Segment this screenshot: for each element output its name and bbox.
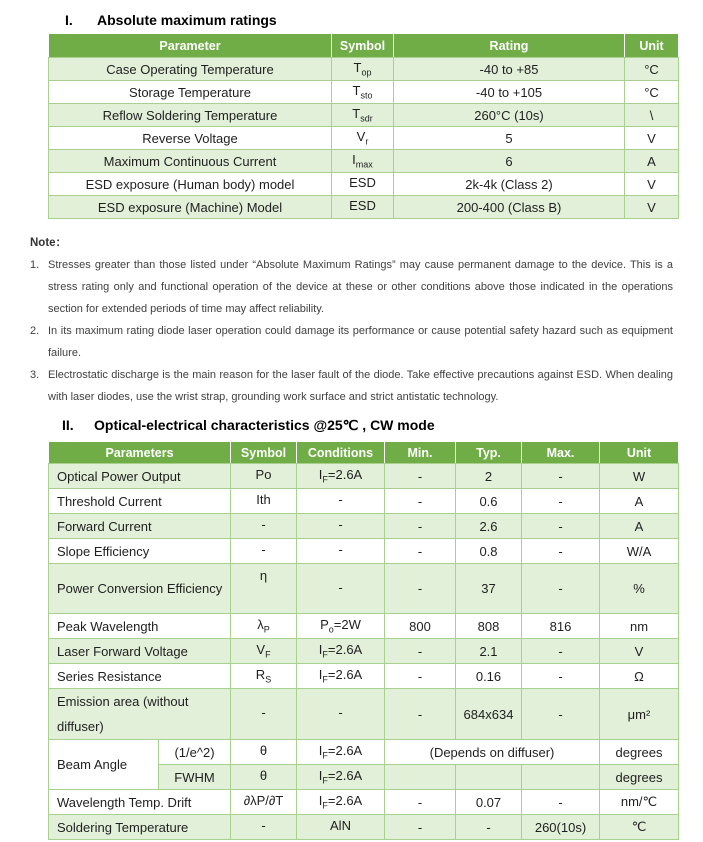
section-1-heading bbox=[0, 12, 703, 28]
t2-depends-cell: (Depends on diffuser) bbox=[385, 740, 600, 765]
t2-conditions-cell: - bbox=[297, 689, 385, 740]
table-row bbox=[49, 104, 679, 127]
table-row bbox=[49, 127, 679, 150]
t1-rating-cell: 200-400 (Class B) bbox=[394, 196, 625, 219]
table-row bbox=[49, 539, 679, 564]
t2-conditions-cell: $I_F=2.6A$ bbox=[297, 664, 385, 689]
table-row bbox=[49, 664, 679, 689]
note-text: Electrostatic discharge is the main reason for the laser fault of the diode. Take effective precautions against ESD. When dealing with laser diodes, use the wrist strap, grounding work surface and strict antistatic technology. bbox=[48, 369, 673, 403]
t2-unit-cell: W bbox=[600, 464, 679, 489]
note-text: Stresses greater than those listed under “Absolute Maximum Ratings” may cause permanent damage to the device. This is a stress rating only and functional operation of the device at these or other conditions above those indicated in the operations section for extended periods of time may affect reliability. bbox=[48, 259, 673, 315]
t2-max-cell bbox=[522, 765, 600, 790]
section-2-title: Optical-electrical characteristics @25℃ , CW mode bbox=[94, 417, 435, 433]
t2-symbol-cell: - bbox=[231, 689, 297, 740]
t2-param-cell: Wavelength Temp. Drift bbox=[49, 790, 231, 815]
t2-symbol-cell: Po bbox=[231, 464, 297, 489]
t1-symbol-cell: $T_{sto}$ bbox=[332, 81, 394, 104]
t2-symbol-cell: - bbox=[231, 514, 297, 539]
t2-min-cell: - bbox=[385, 539, 456, 564]
t2-typ-cell: 0.6 bbox=[456, 489, 522, 514]
t1-rating-cell: 260°C (10s) bbox=[394, 104, 625, 127]
t2-typ-cell: 37 bbox=[456, 564, 522, 614]
t2-param-cell: Slope Efficiency bbox=[49, 539, 231, 564]
t1-unit-cell: V bbox=[625, 196, 679, 219]
t2-unit-cell: degrees bbox=[600, 740, 679, 765]
t1-header-unit: Unit bbox=[625, 34, 679, 58]
t2-unit-cell: nm/℃ bbox=[600, 790, 679, 815]
table-row bbox=[49, 614, 679, 639]
t1-symbol-cell: $V_r$ bbox=[332, 127, 394, 150]
t1-header-rating: Rating bbox=[394, 34, 625, 58]
t2-symbol-cell: ∂λP/∂T bbox=[231, 790, 297, 815]
t1-rating-cell: 5 bbox=[394, 127, 625, 150]
t1-symbol-cell: $I_{max}$ bbox=[332, 150, 394, 173]
note-number: 2. bbox=[30, 325, 40, 337]
t2-max-cell: - bbox=[522, 539, 600, 564]
t1-header-symbol: Symbol bbox=[332, 34, 394, 58]
table-row bbox=[49, 173, 679, 196]
t2-unit-cell: degrees bbox=[600, 765, 679, 790]
table-row bbox=[49, 58, 679, 81]
t2-max-cell: 816 bbox=[522, 614, 600, 639]
t1-rating-cell: -40 to +85 bbox=[394, 58, 625, 81]
t2-min-cell: - bbox=[385, 689, 456, 740]
t2-unit-cell: nm bbox=[600, 614, 679, 639]
t1-header-parameter: Parameter bbox=[49, 34, 332, 58]
t1-symbol-cell: $T_{op}$ bbox=[332, 58, 394, 81]
t2-typ-cell: 0.07 bbox=[456, 790, 522, 815]
t2-min-cell: 800 bbox=[385, 614, 456, 639]
t2-typ-cell: 2.1 bbox=[456, 639, 522, 664]
t2-max-cell: - bbox=[522, 464, 600, 489]
section-2-numeral: II. bbox=[62, 417, 74, 433]
table-row bbox=[49, 815, 679, 840]
t2-conditions-cell: AlN bbox=[297, 815, 385, 840]
t2-max-cell: - bbox=[522, 639, 600, 664]
t1-parameter-cell: Maximum Continuous Current bbox=[49, 150, 332, 173]
t2-conditions-cell: $I_F=2.6A$ bbox=[297, 639, 385, 664]
t2-subparam-cell: (1/e^2) bbox=[159, 740, 231, 765]
t1-symbol-cell: ESD bbox=[332, 196, 394, 219]
t2-typ-cell: 808 bbox=[456, 614, 522, 639]
table-row bbox=[49, 196, 679, 219]
note-number: 1. bbox=[30, 259, 40, 271]
t2-min-cell: - bbox=[385, 564, 456, 614]
table-row bbox=[49, 464, 679, 489]
t2-unit-cell: W/A bbox=[600, 539, 679, 564]
t2-conditions-cell: $P_o=2W$ bbox=[297, 614, 385, 639]
t2-min-cell: - bbox=[385, 664, 456, 689]
t2-header-parameters: Parameters bbox=[49, 442, 231, 464]
t2-symbol-cell: - bbox=[231, 815, 297, 840]
t2-conditions-cell: - bbox=[297, 564, 385, 614]
t2-max-cell: - bbox=[522, 564, 600, 614]
t2-conditions-cell: $I_F=2.6A$ bbox=[297, 790, 385, 815]
table-row bbox=[49, 489, 679, 514]
t2-header-unit: Unit bbox=[600, 442, 679, 464]
t2-header-row bbox=[49, 442, 679, 464]
t2-typ-cell: 2.6 bbox=[456, 514, 522, 539]
t2-min-cell bbox=[385, 765, 456, 790]
section-2-heading bbox=[0, 417, 703, 434]
t1-symbol-cell: ESD bbox=[332, 173, 394, 196]
t2-param-cell: Threshold Current bbox=[49, 489, 231, 514]
t1-parameter-cell: Reverse Voltage bbox=[49, 127, 332, 150]
t2-typ-cell bbox=[456, 765, 522, 790]
t1-rating-cell: -40 to +105 bbox=[394, 81, 625, 104]
note-number: 3. bbox=[30, 369, 40, 381]
note-text: In its maximum rating diode laser operation could damage its performance or cause potential safety hazard such as equipment failure. bbox=[48, 325, 673, 359]
t2-symbol-cell: - bbox=[231, 539, 297, 564]
t2-symbol-cell: θ bbox=[231, 765, 297, 790]
t2-min-cell: - bbox=[385, 514, 456, 539]
table-row bbox=[49, 514, 679, 539]
t2-max-cell: - bbox=[522, 689, 600, 740]
t1-unit-cell: °C bbox=[625, 58, 679, 81]
t2-param-cell: Series Resistance bbox=[49, 664, 231, 689]
t2-max-cell: - bbox=[522, 664, 600, 689]
t2-max-cell: 260(10s) bbox=[522, 815, 600, 840]
t2-symbol-cell: θ bbox=[231, 740, 297, 765]
t2-header-max: Max. bbox=[522, 442, 600, 464]
t2-unit-cell: A bbox=[600, 514, 679, 539]
t2-min-cell: - bbox=[385, 639, 456, 664]
note-item-2 bbox=[30, 320, 673, 364]
t2-header-symbol: Symbol bbox=[231, 442, 297, 464]
t2-param-cell: Laser Forward Voltage bbox=[49, 639, 231, 664]
t2-symbol-cell: $V_F$ bbox=[231, 639, 297, 664]
t2-unit-cell: A bbox=[600, 489, 679, 514]
table-row bbox=[49, 639, 679, 664]
t2-typ-cell: 2 bbox=[456, 464, 522, 489]
t2-header-conditions: Conditions bbox=[297, 442, 385, 464]
t2-header-min: Min. bbox=[385, 442, 456, 464]
t2-typ-cell: 0.8 bbox=[456, 539, 522, 564]
t2-param-cell: Optical Power Output bbox=[49, 464, 231, 489]
t2-param-cell-beam-angle: Beam Angle bbox=[49, 740, 159, 790]
t2-unit-cell: % bbox=[600, 564, 679, 614]
t2-typ-cell: 0.16 bbox=[456, 664, 522, 689]
t2-unit-cell: μm² bbox=[600, 689, 679, 740]
t1-rating-cell: 2k-4k (Class 2) bbox=[394, 173, 625, 196]
t1-unit-cell: V bbox=[625, 127, 679, 150]
t1-symbol-cell: $T_{sdr}$ bbox=[332, 104, 394, 127]
t2-unit-cell: V bbox=[600, 639, 679, 664]
t2-conditions-cell: - bbox=[297, 489, 385, 514]
t2-symbol-cell: η bbox=[231, 564, 297, 614]
section-1-title: Absolute maximum ratings bbox=[97, 12, 277, 28]
optical-electrical-characteristics-table bbox=[48, 441, 679, 840]
note-item-1 bbox=[30, 254, 673, 320]
t2-min-cell: - bbox=[385, 464, 456, 489]
t1-unit-cell: V bbox=[625, 173, 679, 196]
t2-header-typ: Typ. bbox=[456, 442, 522, 464]
t2-conditions-cell: - bbox=[297, 514, 385, 539]
t2-conditions-cell: $I_F=2.6A$ bbox=[297, 765, 385, 790]
note-item-3 bbox=[30, 364, 673, 408]
t1-rating-cell: 6 bbox=[394, 150, 625, 173]
t1-unit-cell: \ bbox=[625, 104, 679, 127]
t2-conditions-cell: $I_F=2.6A$ bbox=[297, 464, 385, 489]
t1-parameter-cell: ESD exposure (Human body) model bbox=[49, 173, 332, 196]
absolute-maximum-ratings-table bbox=[48, 33, 679, 219]
t1-unit-cell: A bbox=[625, 150, 679, 173]
t2-param-cell: Forward Current bbox=[49, 514, 231, 539]
t2-max-cell: - bbox=[522, 790, 600, 815]
t1-unit-cell: °C bbox=[625, 81, 679, 104]
t2-conditions-cell: $I_F=2.6A$ bbox=[297, 740, 385, 765]
t2-subparam-cell: FWHM bbox=[159, 765, 231, 790]
t2-min-cell: - bbox=[385, 790, 456, 815]
table-row bbox=[49, 81, 679, 104]
t2-symbol-cell: Ith bbox=[231, 489, 297, 514]
t2-param-cell: Peak Wavelength bbox=[49, 614, 231, 639]
t2-min-cell: - bbox=[385, 815, 456, 840]
table-row bbox=[49, 740, 679, 765]
notes-label: Note： bbox=[30, 237, 68, 249]
t2-max-cell: - bbox=[522, 489, 600, 514]
t1-header-row bbox=[49, 34, 679, 58]
t2-unit-cell: Ω bbox=[600, 664, 679, 689]
t2-min-cell: - bbox=[385, 489, 456, 514]
section-1-numeral: I. bbox=[65, 12, 73, 28]
t2-param-cell: Power Conversion Efficiency bbox=[49, 564, 231, 614]
table-row bbox=[49, 150, 679, 173]
t2-param-cell: Soldering Temperature bbox=[49, 815, 231, 840]
t1-parameter-cell: ESD exposure (Machine) Model bbox=[49, 196, 332, 219]
t2-unit-cell: ℃ bbox=[600, 815, 679, 840]
t1-parameter-cell: Storage Temperature bbox=[49, 81, 332, 104]
t2-conditions-cell: - bbox=[297, 539, 385, 564]
t2-symbol-cell: $R_S$ bbox=[231, 664, 297, 689]
table-row bbox=[49, 689, 679, 740]
t2-typ-cell: - bbox=[456, 815, 522, 840]
t2-typ-cell: 684x634 bbox=[456, 689, 522, 740]
t2-symbol-cell: $\lambda_P$ bbox=[231, 614, 297, 639]
notes-section bbox=[30, 232, 673, 408]
t1-parameter-cell: Reflow Soldering Temperature bbox=[49, 104, 332, 127]
t2-max-cell: - bbox=[522, 514, 600, 539]
t1-parameter-cell: Case Operating Temperature bbox=[49, 58, 332, 81]
t2-param-cell: Emission area (without diffuser) bbox=[49, 689, 231, 740]
table-row bbox=[49, 790, 679, 815]
table-row bbox=[49, 564, 679, 614]
